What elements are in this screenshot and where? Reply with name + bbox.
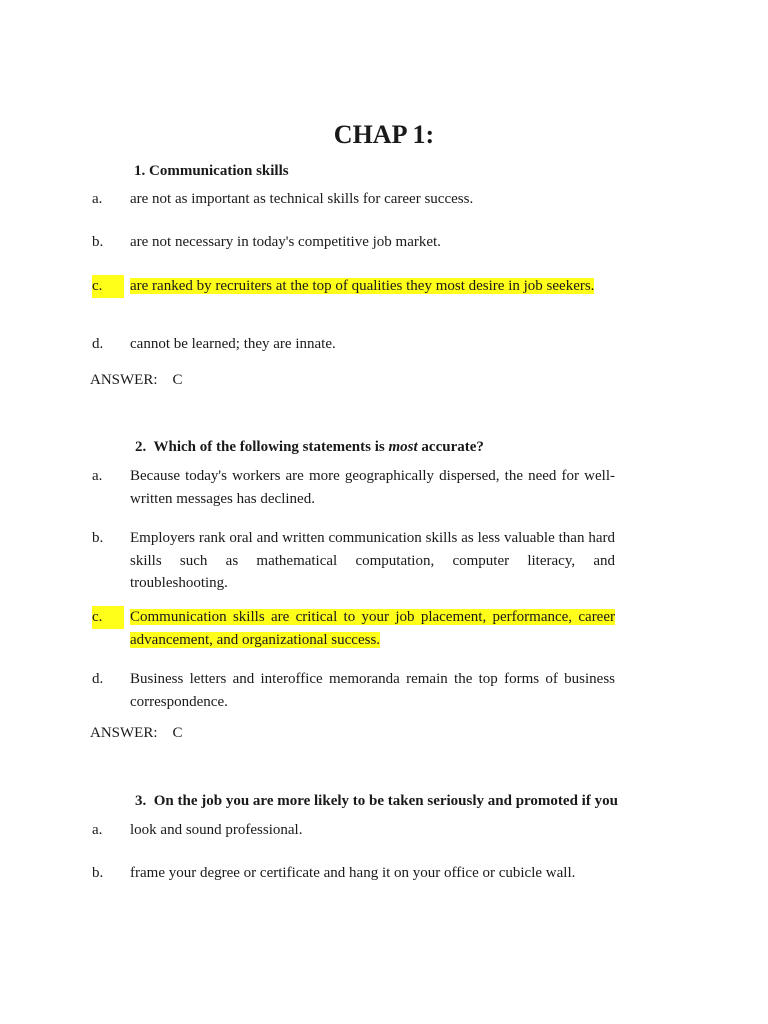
question-1-answer	[90, 369, 183, 391]
option-text: look and sound professional.	[130, 822, 303, 838]
question-2-option-a	[92, 465, 615, 510]
question-number: 3.	[135, 793, 147, 809]
question-1-option-a	[92, 188, 615, 211]
option-letter: a.	[92, 191, 103, 207]
option-letter: d.	[92, 336, 104, 352]
option-letter: a.	[92, 468, 103, 484]
question-text: Communication skills	[149, 163, 289, 179]
option-letter: b.	[92, 530, 104, 546]
option-letter: d.	[92, 671, 104, 687]
answer-label: ANSWER:	[90, 725, 158, 741]
question-2-option-b	[92, 527, 615, 595]
question-1-option-b	[92, 231, 615, 254]
chapter-title: CHAP 1:	[333, 120, 435, 149]
question-2-option-c-highlighted	[92, 606, 615, 651]
option-letter: a.	[92, 822, 103, 838]
option-text: are not necessary in today's competitive job market.	[130, 234, 441, 250]
option-letter: c.	[92, 606, 124, 629]
question-text-after: accurate?	[417, 439, 484, 455]
answer-label: ANSWER:	[90, 372, 158, 388]
question-text-emphasis: most	[388, 439, 418, 455]
highlighted-text: are ranked by recruiters at the top of qualities they most desire in job seekers.	[130, 278, 595, 294]
answer-value: C	[172, 372, 183, 388]
question-1-stem	[134, 160, 289, 182]
option-text: frame your degree or certificate and hang it on your office or cubicle wall.	[130, 865, 576, 881]
question-1-option-d	[92, 333, 615, 356]
question-2-answer	[90, 722, 183, 744]
question-text: On the job you are more likely to be taken seriously and promoted if you	[153, 793, 618, 809]
option-letter: b.	[92, 234, 104, 250]
option-text	[130, 606, 615, 651]
answer-value: C	[172, 725, 183, 741]
question-text-before: Which of the following statements is	[153, 439, 389, 455]
question-number: 2.	[135, 439, 147, 455]
question-3-option-b	[92, 862, 615, 885]
option-text	[130, 275, 615, 298]
highlighted-text: Communication skills are critical to your job placement, performance, career advancement, and organizational success.	[130, 609, 615, 648]
option-letter: c.	[92, 275, 124, 298]
question-2-stem	[135, 436, 484, 458]
question-2-option-d	[92, 668, 615, 713]
option-letter: b.	[92, 865, 104, 881]
question-3-option-a	[92, 819, 615, 842]
question-number: 1.	[134, 163, 146, 179]
option-text: are not as important as technical skills for career success.	[130, 191, 474, 207]
option-text: Employers rank oral and written communication skills as less valuable than hard skills such as mathematical computation, computer literacy, and troubleshooting.	[130, 530, 615, 591]
question-3-stem	[135, 790, 618, 812]
question-1-option-c-highlighted	[92, 275, 615, 298]
option-text: cannot be learned; they are innate.	[130, 336, 336, 352]
option-text: Because today's workers are more geographically dispersed, the need for well-written messages has declined.	[130, 468, 615, 507]
option-text: Business letters and interoffice memoranda remain the top forms of business correspondence.	[130, 671, 615, 710]
